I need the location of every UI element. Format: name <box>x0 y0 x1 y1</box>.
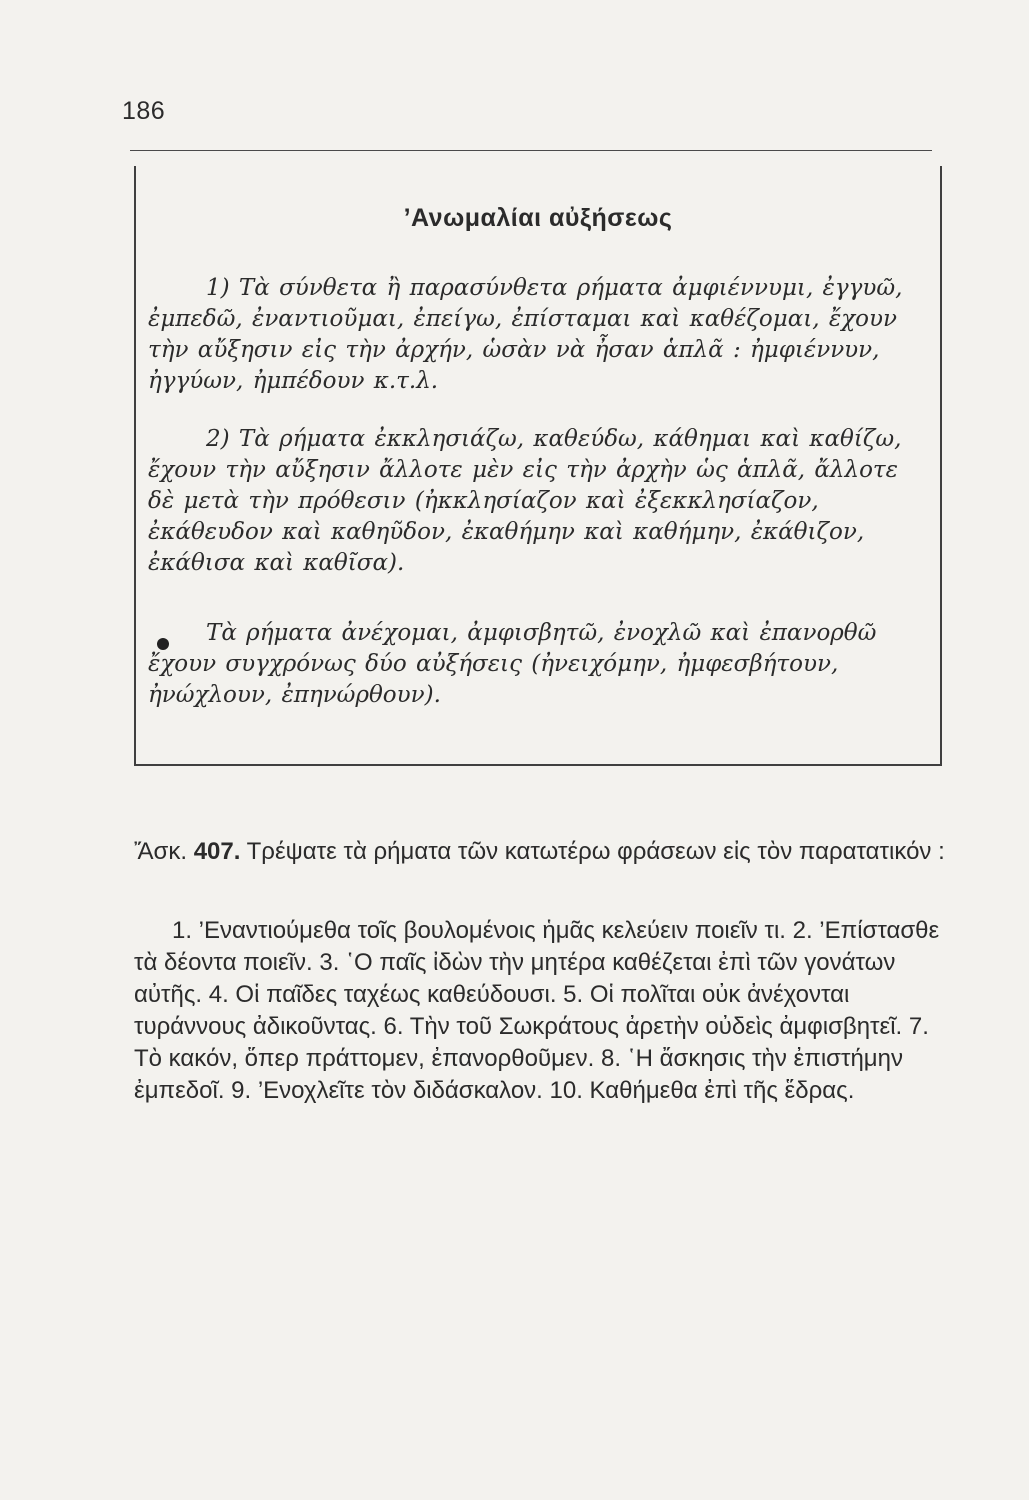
exercise-number: 407. <box>193 838 241 865</box>
exercise-label: Ἄσκ. <box>134 838 188 865</box>
exercise-instruction: Τρέψατε τὰ ρήματα τῶν κατωτέρω φράσεων εἰς τὸν παρατατικόν : <box>246 838 945 865</box>
rule-paragraph-1: 1) Τὰ σύνθετα ἢ παρασύνθετα ρήματα ἀμφιέννυμι, ἐγγυῶ, ἐμπεδῶ, ἐναντιοῦμαι, ἐπείγω, ἐπίσταμαι καὶ καθέζομαι, ἔχουν τὴν αὔξησιν εἰς τὴν ἀρχήν, ὡσὰν νὰ ἦσαν ἁπλᾶ : ἠμφιέννυν, ἠγγύων, ἠμπέδουν κ.τ.λ. <box>148 275 903 394</box>
exercise-sentences: 1. ’Εναντιούμεθα τοῖς βουλομένοις ἡμᾶς κελεύειν ποιεῖν τι. 2. ’Επίστασθε τὰ δέοντα ποιεῖν. 3. ῾Ο παῖς ἰδὼν τὴν μητέρα καθέζεται ἐπὶ τῶν γονάτων αὐτῆς. 4. Οἱ παῖδες ταχέως καθεύδουσι. 5. Οἱ πολῖται οὐκ ἀνέχονται τυράννους ἀδικοῦντας. 6. Τὴν τοῦ Σωκράτους ἀρετὴν οὐδεὶς ἀμφισβητεῖ. 7. Τὸ κακόν, ὅπερ πράττομεν, ἐπανορθοῦμεν. 8. ῾Η ἄσκησις τὴν ἐπιστήμην ἐμπεδοῖ. 9. ’Ενοχλεῖτε τὸν διδάσκαλον. 10. Καθήμεθα ἐπὶ τῆς ἕδρας. <box>134 917 940 1104</box>
box-heading: ’Ανωμαλίαι αὐξήσεως <box>403 204 673 232</box>
box-top-rule <box>130 150 932 151</box>
rule-paragraph-3: Τὰ ρήματα ἀνέχομαι, ἀμφισβητῶ, ἐνοχλῶ καὶ ἐπανορθῶ ἔχουν συγχρόνως δύο αὐξήσεις (ἠνειχόμην, ἠμφεσβήτουν, ἠνώχλουν, ἐπηνώρθουν). <box>148 620 877 708</box>
page-number: 186 <box>122 97 166 125</box>
exercise-heading <box>134 836 946 868</box>
rules-box <box>134 166 942 766</box>
rule-paragraph-2: 2) Τὰ ρήματα ἐκκλησιάζω, καθεύδω, κάθημαι καὶ καθίζω, ἔχουν τὴν αὔξησιν ἄλλοτε μὲν εἰς τὴν ἀρχὴν ὡς ἁπλᾶ, ἄλλοτε δὲ μετὰ τὴν πρόθεσιν (ἠκκλησίαζον καὶ ἐξεκκλησίαζον, ἐκάθευδον καὶ καθηῦδον, ἐκαθήμην καὶ καθήμην, ἐκάθιζον, ἐκάθισα καὶ καθῖσα). <box>148 426 902 576</box>
